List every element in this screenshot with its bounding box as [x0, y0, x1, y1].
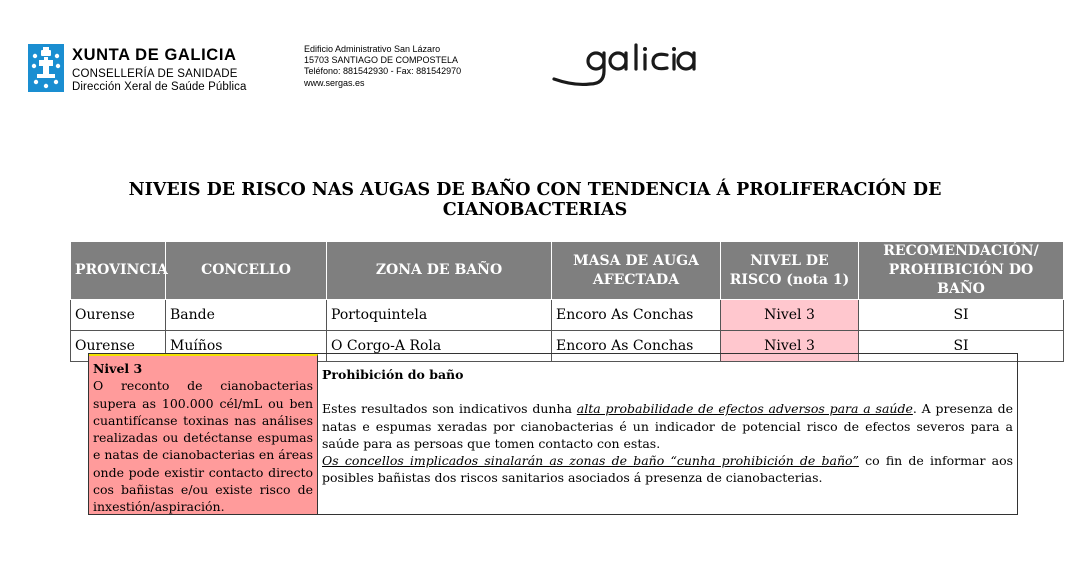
cell-concello: Muíños — [166, 331, 327, 362]
address-line: Edificio Administrativo San Lázaro — [304, 44, 441, 54]
department-name: CONSELLERÍA DE SANIDADE — [72, 67, 238, 80]
cell-masa: Encoro As Conchas — [552, 331, 721, 362]
risk-table — [70, 241, 1064, 362]
recommendation-paragraph — [322, 452, 1013, 487]
organization-block — [72, 46, 247, 94]
recommendation-cell — [318, 354, 1017, 514]
cell-recomendacion: SI — [859, 300, 1064, 331]
cell-zona: Portoquintela — [327, 300, 552, 331]
paragraph-text: Estes resultados son indicativos dunha — [322, 401, 577, 417]
column-header-concello: CONCELLO — [166, 242, 327, 300]
emphasis-text: alta probabilidade de efectos adversos para a saúde — [576, 401, 913, 417]
cell-nivel: Nivel 3 — [721, 300, 859, 331]
organization-name: XUNTA DE GALICIA — [72, 46, 237, 64]
column-header-recomendacion: RECOMENDACIÓN/ PROHIBICIÓN DO BAÑO — [859, 242, 1064, 300]
column-header-nivel: NIVEL DE RISCO (nota 1) — [721, 242, 859, 300]
subdepartment-name: Dirección Xeral de Saúde Pública — [72, 81, 247, 94]
column-header-masa: MASA DE AUGA AFECTADA — [552, 242, 721, 300]
address-line: Teléfono: 881542930 - Fax: 881542970 — [304, 66, 462, 77]
risk-level-cell — [89, 354, 318, 514]
emphasis-text: Os concellos implicados sinalarán as zonas de baño “cunha prohibición de baño” — [322, 453, 859, 469]
address-block — [304, 44, 461, 89]
paragraph-text: . A presenza de natas e espumas xeradas por cianobacterias é un indicador de potencial risco de efectos severos para a saúde para as persoas que tomen contacto con estas. — [322, 401, 1013, 451]
column-header-zona: ZONA DE BAÑO — [327, 242, 552, 300]
address-line: 15703 SANTIAGO DE COMPOSTELA — [304, 55, 459, 66]
cell-provincia: Ourense — [71, 331, 166, 362]
address-line: www.sergas.es — [304, 77, 365, 88]
cell-provincia: Ourense — [71, 300, 166, 331]
galicia-coat-of-arms-icon — [28, 44, 64, 92]
cell-recomendacion: SI — [859, 331, 1064, 362]
cell-concello: Bande — [166, 300, 327, 331]
recommendation-paragraph — [322, 400, 1013, 452]
risk-level-note — [88, 353, 1018, 515]
galicia-brand-logo — [552, 42, 702, 90]
table-header-row — [71, 242, 1064, 300]
paragraph-text: co fin de informar aos posibles bañistas dos riscos sanitarios asociados á presenza de cianobacterias. — [322, 453, 1014, 486]
recommendation-heading: Prohibición do baño — [322, 367, 464, 382]
table-row — [71, 300, 1064, 331]
page-title: NIVEIS DE RISCO NAS AUGAS DE BAÑO CON TENDENCIA Á PROLIFERACIÓN DE CIANOBACTERIAS — [128, 180, 942, 220]
risk-level-label: Nivel 3 — [93, 361, 143, 376]
cell-nivel: Nivel 3 — [721, 331, 859, 362]
cell-zona: O Corgo-A Rola — [327, 331, 552, 362]
risk-level-description: O reconto de cianobacterias supera as 100.000 cél/mL ou ben cuantifícanse toxinas nas análises realizadas ou detéctanse espumas e natas de cianobacterias en áreas onde pode existir contacto directo cos bañistas e/ou existe risco de inxestión/aspiración. — [93, 378, 313, 515]
column-header-provincia: PROVINCIA — [71, 242, 166, 300]
cell-masa: Encoro As Conchas — [552, 300, 721, 331]
